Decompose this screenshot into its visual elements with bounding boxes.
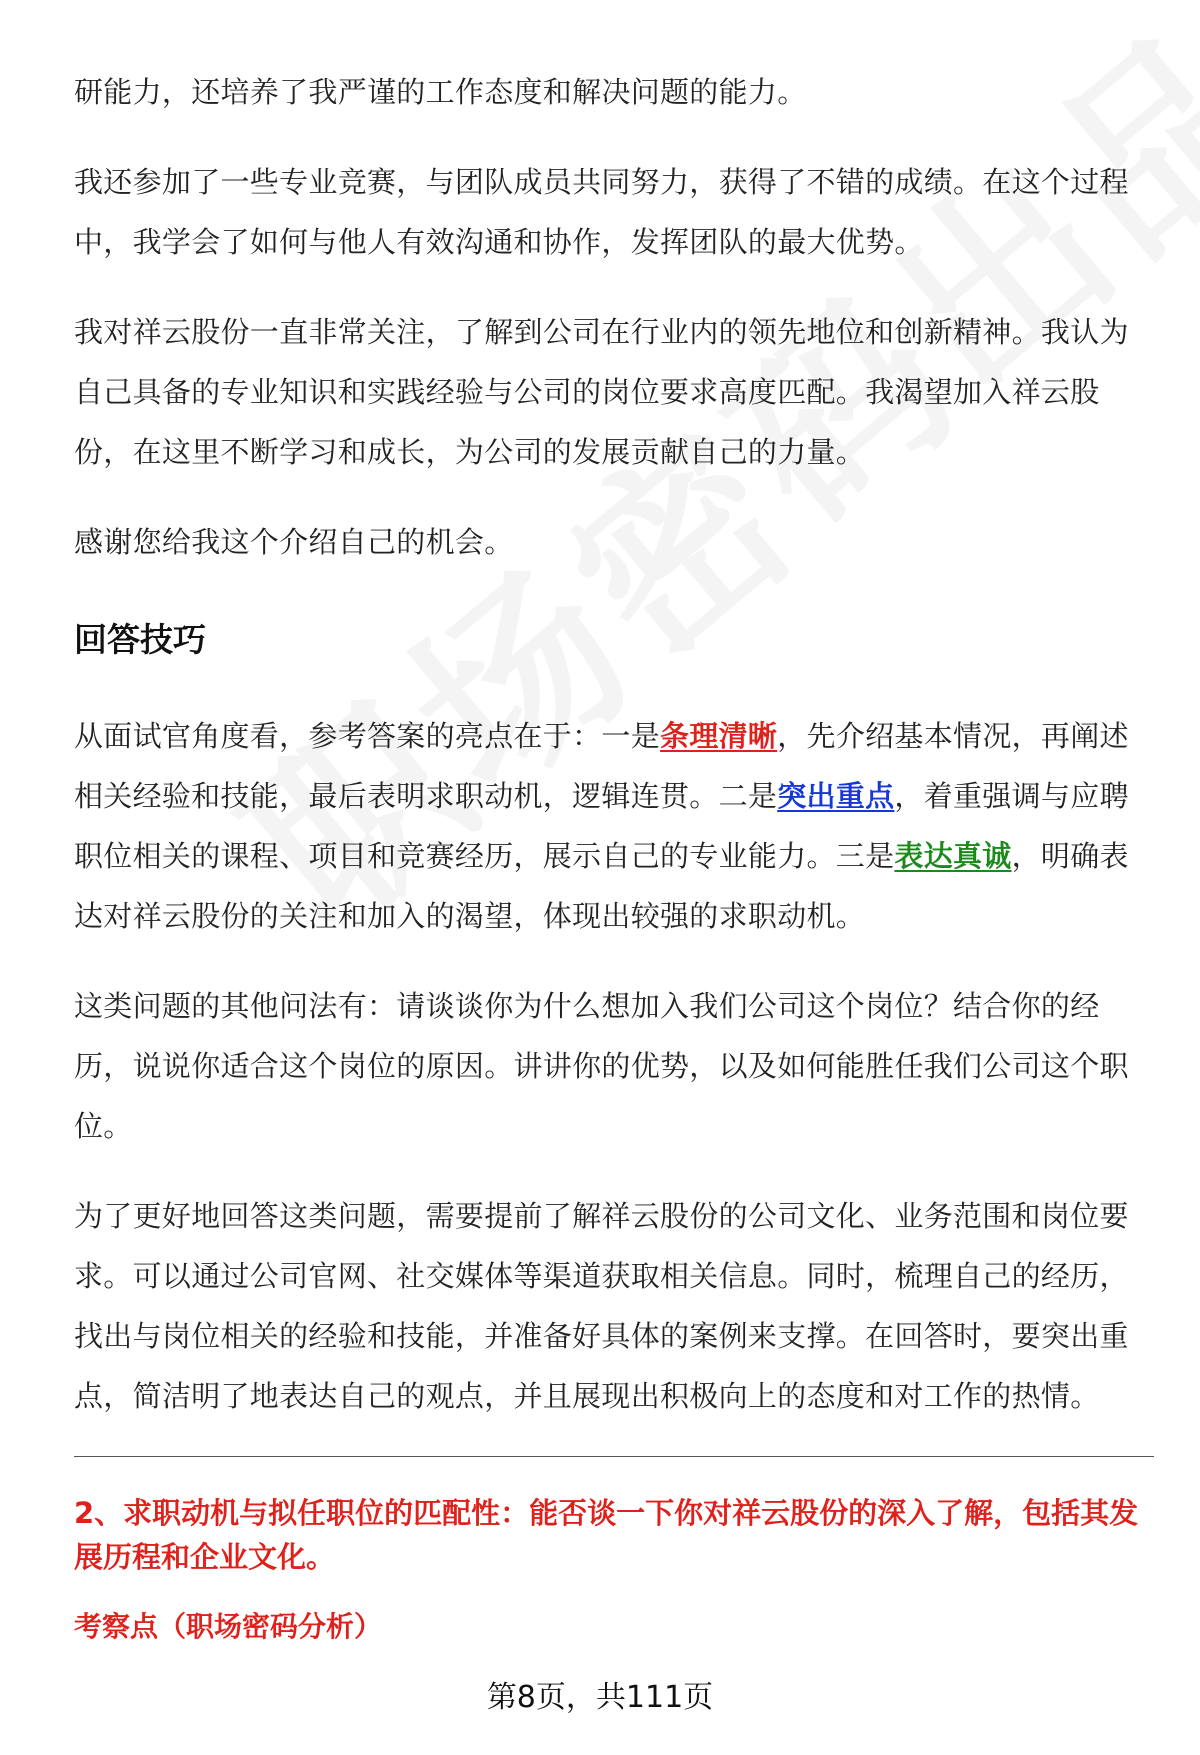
paragraph-company-interest: 我对祥云股份一直非常关注，了解到公司在行业内的领先地位和创新精神。我认为自己具备的专业知识和实践经验与公司的岗位要求高度匹配。我渴望加入祥云股份，在这里不断学习和成长，为公司的发展贡献自己的力量。 <box>74 315 1129 469</box>
highlight-key-points: 突出重点 <box>777 779 895 813</box>
document-body <box>74 62 1154 1649</box>
tips-text-1: 从面试官角度看，参考答案的亮点在于：一是 <box>74 719 661 753</box>
tips-text-3: ，着重强调与应聘职位相关的课程、项目和竞赛经历，展示自己的专业能力。三是 <box>74 779 1129 873</box>
paragraph-competition: 我还参加了一些专业竞赛，与团队成员共同努力，获得了不错的成绩。在这个过程中，我学会了如何与他人有效沟通和协作，发挥团队的最大优势。 <box>74 165 1129 259</box>
assessment-point-heading: 考察点（职场密码分析） <box>74 1610 383 1643</box>
page-number: 第8页，共111页 <box>486 1680 714 1715</box>
paragraph-thanks: 感谢您给我这个介绍自己的机会。 <box>74 525 514 559</box>
tips-text-4: ，明确表达对祥云股份的关注和加入的渴望，体现出较强的求职动机。 <box>74 839 1129 933</box>
section-divider <box>74 1456 1154 1457</box>
question-title: 2、求职动机与拟任职位的匹配性：能否谈一下你对祥云股份的深入了解，包括其发展历程和企业文化。 <box>74 1496 1139 1574</box>
section-title-answer-tips: 回答技巧 <box>74 620 206 659</box>
paragraph-tips <box>74 706 1154 946</box>
highlight-sincere: 表达真诚 <box>894 839 1012 873</box>
paragraph-research: 研能力，还培养了我严谨的工作态度和解决问题的能力。 <box>74 75 807 109</box>
paragraph-other-questions: 这类问题的其他问法有：请谈谈你为什么想加入我们公司这个岗位？结合你的经历，说说你适合这个岗位的原因。讲讲你的优势，以及如何能胜任我们公司这个职位。 <box>74 989 1129 1143</box>
tips-text-2: ，先介绍基本情况，再阐述相关经验和技能，最后表明求职动机，逻辑连贯。二是 <box>74 719 1129 813</box>
highlight-clear-logic: 条理清晰 <box>660 719 778 753</box>
paragraph-preparation: 为了更好地回答这类问题，需要提前了解祥云股份的公司文化、业务范围和岗位要求。可以通过公司官网、社交媒体等渠道获取相关信息。同时，梳理自己的经历，找出与岗位相关的经验和技能，并准备好具体的案例来支撑。在回答时，要突出重点，简洁明了地表达自己的观点，并且展现出积极向上的态度和对工作的热情。 <box>74 1199 1129 1413</box>
